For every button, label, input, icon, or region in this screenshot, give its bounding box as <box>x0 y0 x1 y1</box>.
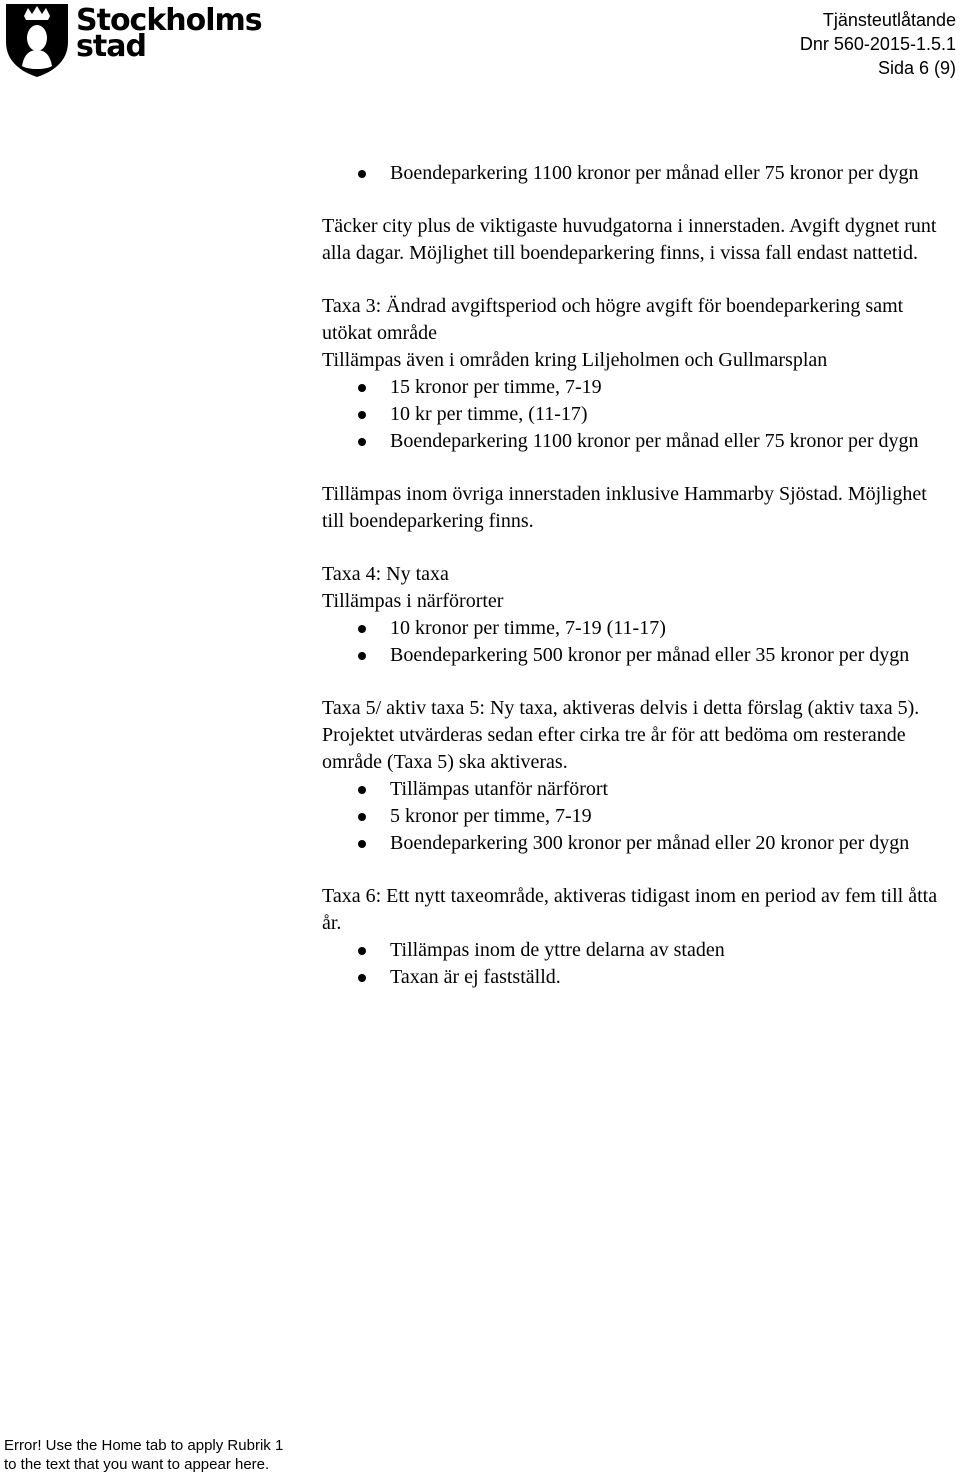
taxa6-list <box>322 937 952 991</box>
taxa3-title: Taxa 3: Ändrad avgiftsperiod och högre avgift för boendeparkering samt utökat område <box>322 295 904 344</box>
section1-list <box>322 160 952 187</box>
taxa4-list <box>322 615 952 669</box>
list-item: 10 kronor per timme, 7-19 (11-17) <box>0 615 952 642</box>
list-item: Taxan är ej fastställd. <box>0 964 952 991</box>
section1-paragraph: Täcker city plus de viktigaste huvudgatorna i innerstaden. Avgift dygnet runt alla dagar. Möjlighet till boendeparkering finns, i vissa fall endast nattetid. <box>322 215 937 264</box>
list-item: Boendeparkering 500 kronor per månad eller 35 kronor per dygn <box>0 642 952 669</box>
stockholm-crest-icon <box>4 2 70 78</box>
list-item: Boendeparkering 300 kronor per månad eller 20 kronor per dygn <box>0 830 952 857</box>
taxa6-paragraph: Taxa 6: Ett nytt taxeområde, aktiveras tidigast inom en period av fem till åtta år. <box>322 885 938 934</box>
list-item: Boendeparkering 1100 kronor per månad eller 75 kronor per dygn <box>0 160 952 187</box>
document-number: Dnr 560-2015-1.5.1 <box>799 34 956 54</box>
taxa4-applies: Tillämpas i närförorter <box>322 590 504 612</box>
document-header <box>800 8 956 80</box>
document-type: Tjänsteutlåtande <box>822 10 956 30</box>
list-item: Tillämpas utanför närförort <box>0 776 952 803</box>
taxa3-applies: Tillämpas även i områden kring Liljeholmen och Gullmarsplan <box>322 349 828 371</box>
taxa5-list <box>322 776 952 857</box>
stockholm-logo <box>4 2 262 78</box>
page-number: Sida 6 (9) <box>877 58 956 78</box>
taxa3-list <box>322 374 952 455</box>
footer-line1: Error! Use the Home tab to apply Rubrik 1 <box>4 1437 284 1454</box>
taxa5-paragraph: Taxa 5/ aktiv taxa 5: Ny taxa, aktiveras delvis i detta förslag (aktiv taxa 5). Projektet utvärderas sedan efter cirka tre år för att bedöma om resterande område (Taxa 5) ska aktiveras. <box>322 697 920 773</box>
logo-text-line2: stad <box>76 29 146 64</box>
page-footer <box>4 1436 283 1474</box>
list-item: Boendeparkering 1100 kronor per månad eller 75 kronor per dygn <box>0 428 952 455</box>
list-item: 5 kronor per timme, 7-19 <box>0 803 952 830</box>
taxa3-paragraph: Tillämpas inom övriga innerstaden inklusive Hammarby Sjöstad. Möjlighet till boendeparkering finns. <box>322 483 927 532</box>
list-item: 10 kr per timme, (11-17) <box>0 401 952 428</box>
list-item: 15 kronor per timme, 7-19 <box>0 374 952 401</box>
taxa4-title: Taxa 4: Ny taxa <box>322 563 449 585</box>
list-item: Tillämpas inom de yttre delarna av staden <box>0 937 952 964</box>
logo-text-line1: Stockholms <box>76 3 262 38</box>
document-body <box>322 160 952 991</box>
footer-line2: to the text that you want to appear here. <box>4 1456 270 1473</box>
